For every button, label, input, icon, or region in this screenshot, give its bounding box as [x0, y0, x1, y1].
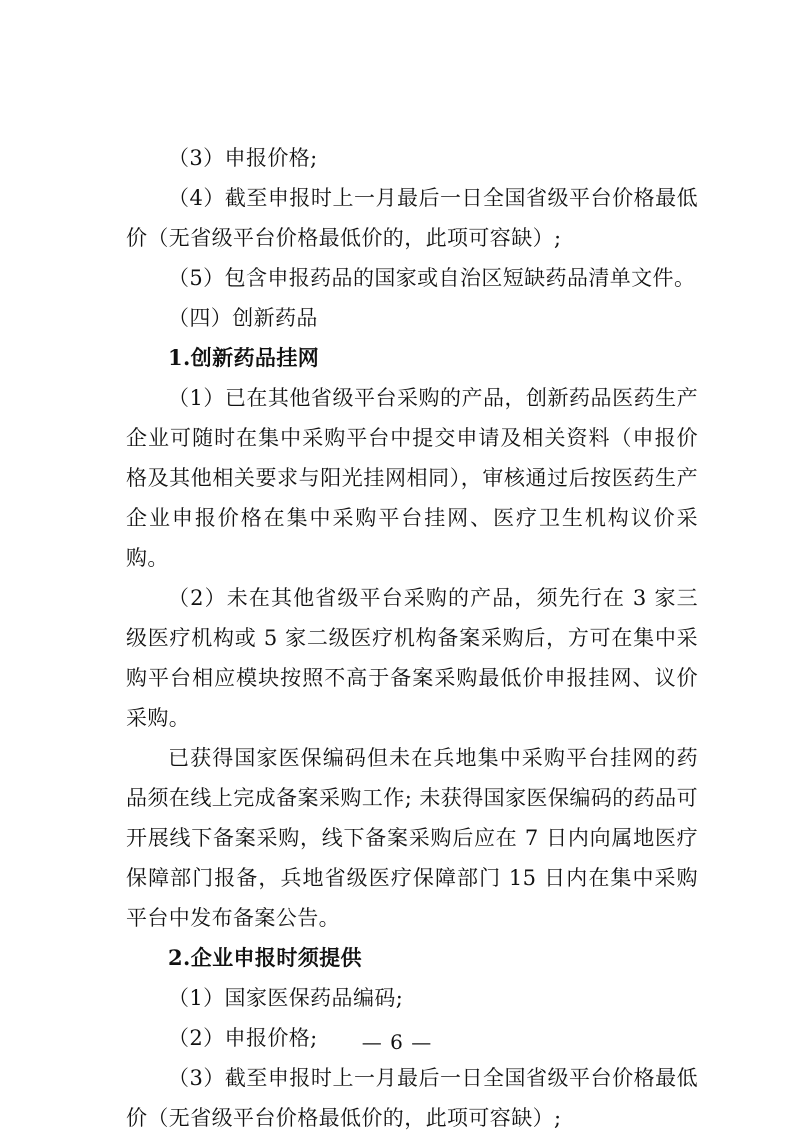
paragraph-item-1-insurance-code: （1）国家医保药品编码; — [168, 986, 404, 1010]
paragraph-item-3-lowest-price: （3）截至申报时上一月最后一日全国省级平台价格最低价（无省级平台价格最低价的，此项可容缺）; — [126, 1066, 698, 1130]
paragraph-not-other-province-purchased: （2）未在其他省级平台采购的产品，须先行在 3 家三级医疗机构或 5 家二级医疗机构备案采购后，方可在集中采购平台相应模块按照不高于备案采购最低价申报挂网、议价采购。 — [126, 586, 698, 730]
section-heading-innovative-drugs: （四）创新药品 — [168, 306, 318, 330]
paragraph-item-5-shortage-list: （5）包含申报药品的国家或自治区短缺药品清单文件。 — [168, 266, 696, 290]
paragraph-filing-procurement: 已获得国家医保编码但未在兵地集中采购平台挂网的药品须在线上完成备案采购工作; 未获得国家医保编码的药品可开展线下备案采购，线下备案采购后应在 7 日内向属地医疗保障部门报备，兵地省级医疗保障部门 15 日内在集中采购平台中发布备案公告。 — [126, 746, 698, 930]
paragraph-item-4-lowest-price: （4）截至申报时上一月最后一日全国省级平台价格最低价（无省级平台价格最低价的，此项可容缺）; — [126, 186, 698, 250]
paragraph-item-2-price: （2）申报价格; — [168, 1026, 318, 1050]
paragraph-item-3-price: （3）申报价格; — [168, 146, 318, 170]
page-number: — 6 — — [361, 1030, 433, 1054]
document-body — [126, 138, 698, 1138]
paragraph-other-province-purchased: （1）已在其他省级平台采购的产品，创新药品医药生产企业可随时在集中采购平台中提交申请及相关资料（申报价格及其他相关要求与阳光挂网相同），审核通过后按医药生产企业申报价格在集中采购平台挂网、医疗卫生机构议价采购。 — [126, 386, 698, 570]
subheading-innovative-drug-listing: 1.创新药品挂网 — [168, 345, 320, 370]
subheading-enterprise-requirements: 2.企业申报时须提供 — [168, 945, 362, 970]
